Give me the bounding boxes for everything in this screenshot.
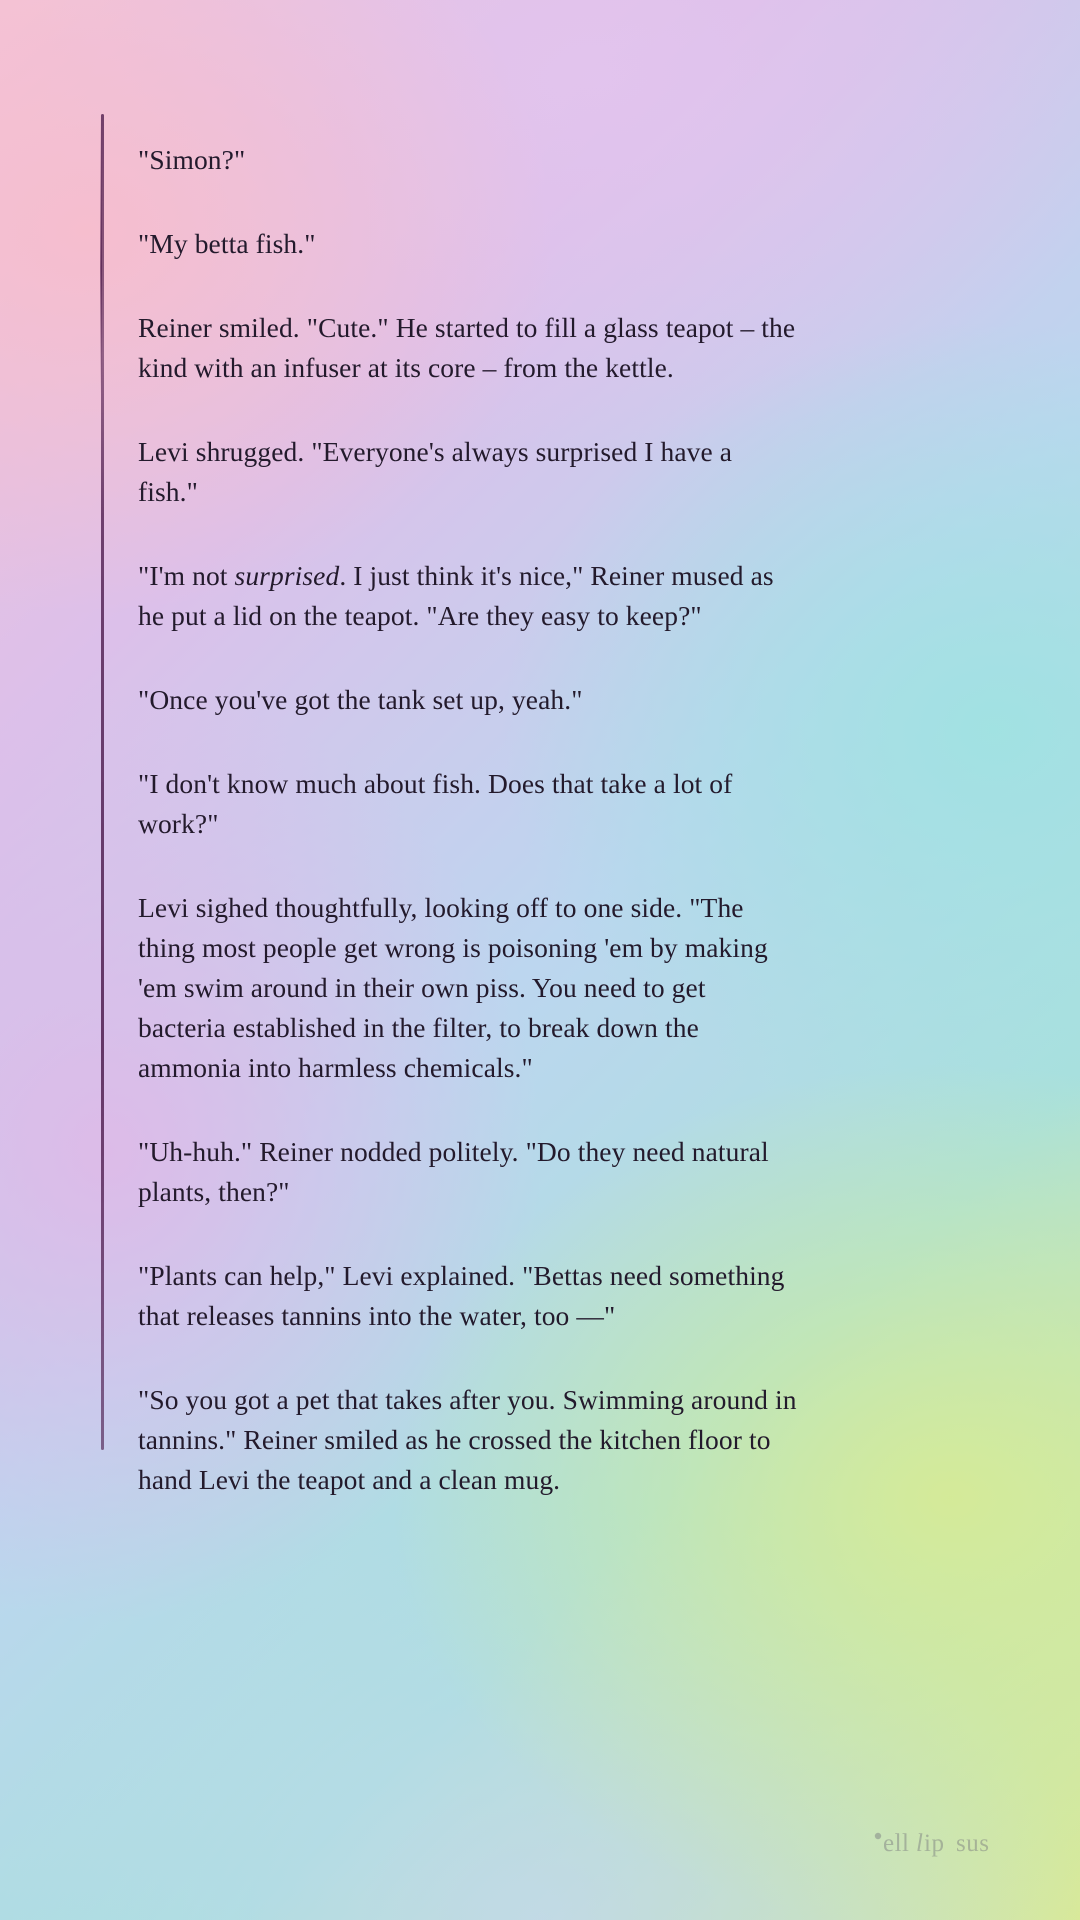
paragraph: Levi shrugged. "Everyone's always surprised I have a fish." bbox=[138, 436, 733, 507]
paragraph: "Simon?" bbox=[138, 144, 246, 175]
left-margin-rule bbox=[101, 114, 104, 1450]
paragraph: "I don't know much about fish. Does that take a lot of work?" bbox=[138, 768, 733, 839]
ellipsus-watermark-logo bbox=[870, 1824, 1020, 1858]
svg-text:l: l bbox=[916, 1830, 923, 1857]
svg-text:sus: sus bbox=[956, 1830, 990, 1857]
svg-text:ell: ell bbox=[883, 1830, 910, 1857]
paragraph: "My betta fish." bbox=[138, 228, 316, 259]
svg-text:ip: ip bbox=[924, 1830, 945, 1857]
story-text-body bbox=[138, 140, 798, 1500]
paragraph: "So you got a pet that takes after you. Swimming around in tannins." Reiner smiled as he crossed the kitchen floor to hand Levi the teapot and a clean mug. bbox=[138, 1384, 797, 1495]
paragraph: Reiner smiled. "Cute." He started to fill a glass teapot – the kind with an infuser at its core – from the kettle. bbox=[138, 312, 796, 383]
paragraph: "Uh-huh." Reiner nodded politely. "Do they need natural plants, then?" bbox=[138, 1136, 769, 1207]
paragraph: Levi sighed thoughtfully, looking off to one side. "The thing most people get wrong is poisoning 'em by making 'em swim around in their own piss. You need to get bacteria established in the filter, to break down the ammonia into harmless chemicals." bbox=[138, 892, 768, 1083]
paragraph: "Plants can help," Levi explained. "Bettas need something that releases tannins into the water, too —" bbox=[138, 1260, 785, 1331]
paragraph: "Once you've got the tank set up, yeah." bbox=[138, 684, 583, 715]
paragraph: "I'm not surprised. I just think it's nice," Reiner mused as he put a lid on the teapot. "Are they easy to keep?" bbox=[138, 560, 774, 631]
